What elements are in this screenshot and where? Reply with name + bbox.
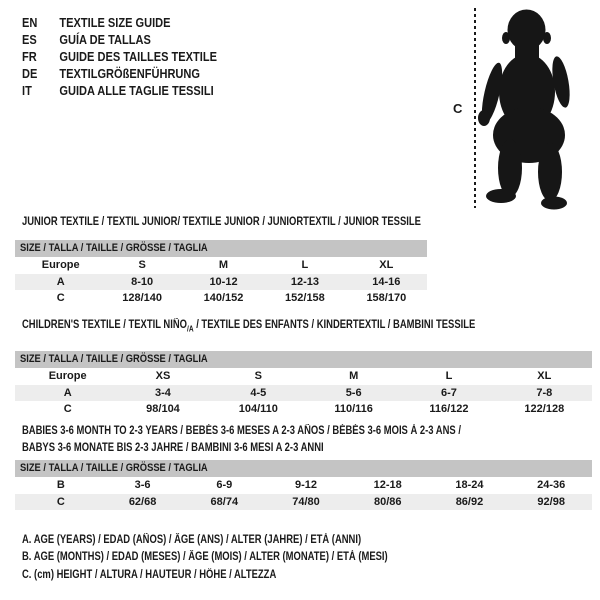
height-value: 92/98	[537, 495, 565, 508]
babies-title-line1: BABIES 3-6 MONTH TO 2-3 YEARS / BEBÉS 3-6 MESES A 2-3 AÑOS / BÉBÉS 3-6 MOIS À 2-3 ANS /	[22, 425, 461, 437]
size-value: XL	[537, 370, 552, 382]
height-value: 80/86	[373, 495, 402, 508]
size-value: M	[218, 259, 229, 271]
size-value: XS	[155, 370, 171, 382]
table-row-age	[15, 274, 427, 291]
row-label: C	[56, 292, 65, 304]
size-header-row	[15, 351, 592, 368]
size-value: S	[254, 370, 262, 382]
age-value: 3-4	[155, 386, 171, 399]
months-value: 3-6	[134, 479, 151, 491]
language-title: TEXTILGRÖßENFÜHRUNG	[59, 66, 200, 81]
size-value: XL	[379, 259, 394, 271]
table-row-height	[15, 290, 427, 307]
children-title-post: / TEXTILE DES ENFANTS / KINDERTEXTIL / BAMBINI TESSILE	[193, 319, 476, 331]
table-row-europe	[15, 257, 427, 274]
age-value: 14-16	[372, 275, 401, 288]
junior-size-table	[15, 240, 427, 307]
language-row-it	[22, 82, 217, 99]
legend-line-a: A. AGE (YEARS) / EDAD (AÑOS) / ÂGE (ANS) / ALTER (JAHRE) / ETÀ (ANNI)	[22, 534, 362, 546]
language-title: GUÍA DE TALLAS	[59, 32, 151, 47]
table-row-height	[15, 494, 592, 511]
table-row-europe	[15, 368, 592, 385]
height-value: 68/74	[210, 495, 239, 508]
size-value: S	[138, 259, 146, 271]
language-title: GUIDE DES TAILLES TEXTILE	[59, 49, 217, 64]
height-value: 152/158	[285, 292, 325, 304]
language-title: TEXTILE SIZE GUIDE	[59, 15, 171, 30]
months-value: 24-36	[537, 479, 566, 491]
months-value: 12-18	[373, 479, 402, 491]
size-value: M	[349, 370, 359, 382]
language-row-fr	[22, 48, 217, 65]
row-label: B	[56, 479, 65, 491]
language-title-list	[22, 14, 217, 99]
size-header-row	[15, 460, 592, 477]
height-value: 74/80	[292, 495, 320, 508]
height-value: 86/92	[455, 495, 484, 508]
height-value: 122/128	[524, 403, 565, 415]
language-code: ES	[22, 32, 37, 47]
children-size-table	[15, 351, 592, 418]
language-code: DE	[22, 66, 38, 81]
age-value: 10-12	[209, 275, 238, 288]
legend-block	[22, 532, 468, 584]
language-code: IT	[22, 83, 32, 98]
children-title-pre: CHILDREN'S TEXTILE / TEXTIL NIÑO	[22, 319, 188, 331]
children-title-sub: /A	[187, 324, 194, 334]
legend-line-c: C. (cm) HEIGHT / ALTURA / HAUTEUR / HÖHE / ALTEZZA	[22, 568, 277, 581]
babies-size-table	[15, 460, 592, 510]
language-title: GUIDA ALLE TAGLIE TESSILI	[59, 83, 214, 98]
height-value: 104/110	[238, 403, 278, 415]
height-value: 98/104	[146, 403, 180, 415]
age-value: 8-10	[131, 275, 154, 288]
months-value: 18-24	[455, 479, 484, 491]
row-label: Europe	[48, 370, 87, 382]
table-row-months	[15, 477, 592, 494]
children-section-title	[22, 317, 475, 337]
age-value: 6-7	[441, 386, 457, 399]
height-value: 62/68	[128, 495, 157, 508]
table-row-age	[15, 385, 592, 402]
language-row-es	[22, 31, 217, 48]
row-label: C	[56, 495, 65, 508]
size-value: L	[445, 370, 453, 382]
size-header-text: SIZE / TALLA / TAILLE / GRÖSSE / TAGLIA	[20, 462, 208, 474]
size-header-text: SIZE / TALLA / TAILLE / GRÖSSE / TAGLIA	[20, 242, 208, 254]
table-row-height	[15, 401, 592, 418]
row-label: Europe	[41, 259, 80, 271]
language-row-en	[22, 14, 217, 31]
row-label: A	[63, 386, 72, 399]
months-value: 9-12	[295, 479, 318, 491]
size-header-row	[15, 240, 427, 257]
row-label: A	[56, 275, 65, 288]
height-value: 110/116	[334, 403, 373, 415]
age-value: 12-13	[290, 275, 319, 288]
language-row-de	[22, 65, 217, 82]
height-value: 140/152	[203, 292, 244, 304]
babies-title-line2: BABYS 3-6 MONATE BIS 2-3 JAHRE / BAMBINI 3-6 MESI A 2-3 ANNI	[22, 442, 324, 454]
babies-section-title	[22, 423, 461, 457]
height-value: 158/170	[366, 292, 407, 304]
age-value: 5-6	[345, 386, 362, 399]
language-code: EN	[22, 15, 38, 30]
size-header-text: SIZE / TALLA / TAILLE / GRÖSSE / TAGLIA	[20, 353, 208, 365]
row-label: C	[63, 403, 72, 415]
toddler-silhouette	[470, 0, 590, 212]
junior-section-title: JUNIOR TEXTILE / TEXTIL JUNIOR/ TEXTILE JUNIOR / JUNIORTEXTIL / JUNIOR TESSILE	[22, 216, 421, 228]
months-value: 6-9	[216, 479, 233, 491]
size-value: L	[301, 259, 309, 271]
age-value: 4-5	[250, 386, 267, 399]
age-value: 7-8	[536, 386, 553, 399]
height-label-c: C	[453, 101, 463, 116]
legend-line-b: B. AGE (MONTHS) / EDAD (MESES) / ÂGE (MOIS) / ALTER (MONATE) / ETÀ (MESI)	[22, 551, 388, 564]
height-value: 128/140	[122, 292, 162, 304]
height-value: 116/122	[429, 403, 469, 415]
language-code: FR	[22, 49, 37, 64]
